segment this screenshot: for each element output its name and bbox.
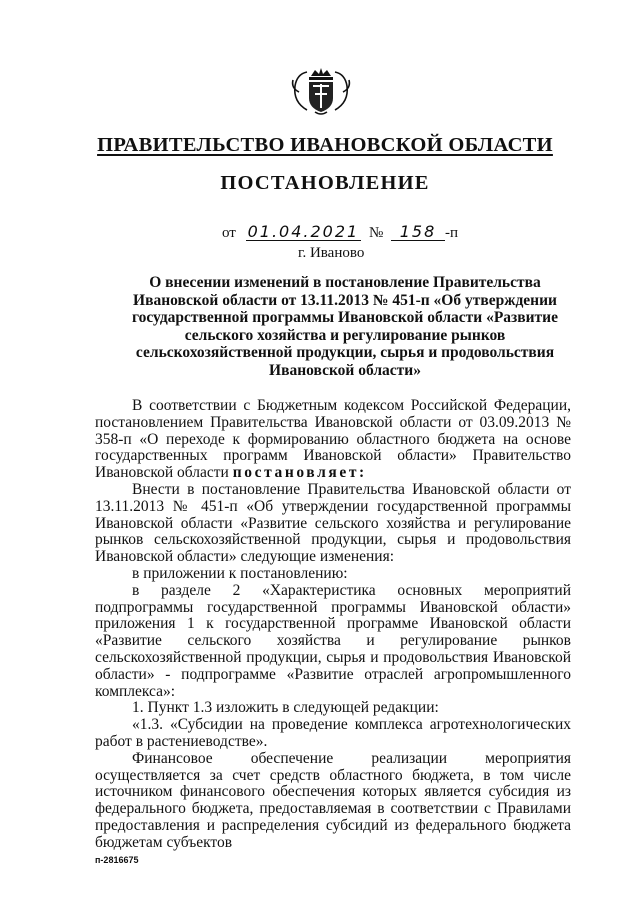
document-body <box>95 398 571 852</box>
number-suffix: -п <box>445 225 459 241</box>
city: г. Иваново <box>298 245 365 261</box>
footer-code: п-2816675 <box>95 855 139 865</box>
paragraph-preamble <box>95 398 571 482</box>
paragraph-financing: Финансовое обеспечение реализации мероприятия осуществляется за счет средств областного бюджета, в том числе источником финансового обеспечения которых является субсидия из федерального бюджета, предоставляемая в соответствии с Правилами предоставления и распределения субсидий из федерального бюджета бюджетам субъектов <box>95 749 571 851</box>
decree-keyword: постановляет: <box>232 464 367 482</box>
document-type-title: ПОСТАНОВЛЕНИЕ <box>220 172 430 194</box>
paragraph-amend-intro: Внести в постановление Правительства Ивановской области от 13.11.2013 № 451-п «Об утверждении государственной программы Ивановской области «Развитие сельского хозяйства и регулирование рынков сельскохозяйственной продукции, сырья и продовольствия Ивановской области» следующие изменения: <box>95 480 571 566</box>
document-date: 01.04.2021 <box>247 222 360 241</box>
paragraph-section: в разделе 2 «Характеристика основных мероприятий подпрограммы государственной программы Ивановской области» приложения 1 к государственной программе Ивановской области «Развитие сельского хозяйства и регулирование рынков сельскохозяйственной продукции, сырья и продовольствия Ивановской области» - подпрограмме «Развитие отраслей агропромышленного комплекса»: <box>95 581 571 700</box>
document-subject: О внесении изменений в постановление Правительства Ивановской области от 13.11.2013 № 451-п «Об утверждении государственной программы Ивановской области «Развитие сельского хозяйства и регулирование рынков сельскохозяйственной продукции, сырья и продовольствия Ивановской области» <box>131 274 558 379</box>
paragraph-quote: «1.3. «Субсидии на проведение комплекса агротехнологических работ в растениеводстве». <box>95 716 571 750</box>
document-number: 158 <box>391 224 445 241</box>
coat-of-arms-icon <box>285 62 357 118</box>
number-sign: № <box>368 225 384 241</box>
paragraph-item: 1. Пункт 1.3 изложить в следующей редакции: <box>132 699 439 717</box>
preamble-text: В соответствии с Бюджетным кодексом Российской Федерации, постановлением Правительства Ивановской области от 03.09.2013 № 358-п «О переходе к формированию областного бюджета на основе государственных программ Ивановской области» Правительство Ивановской области <box>95 397 571 482</box>
paragraph-appendix: в приложении к постановлению: <box>132 564 348 582</box>
dateline <box>222 224 458 242</box>
date-prefix: от <box>222 225 236 241</box>
government-title: ПРАВИТЕЛЬСТВО ИВАНОВСКОЙ ОБЛАСТИ <box>97 134 553 156</box>
